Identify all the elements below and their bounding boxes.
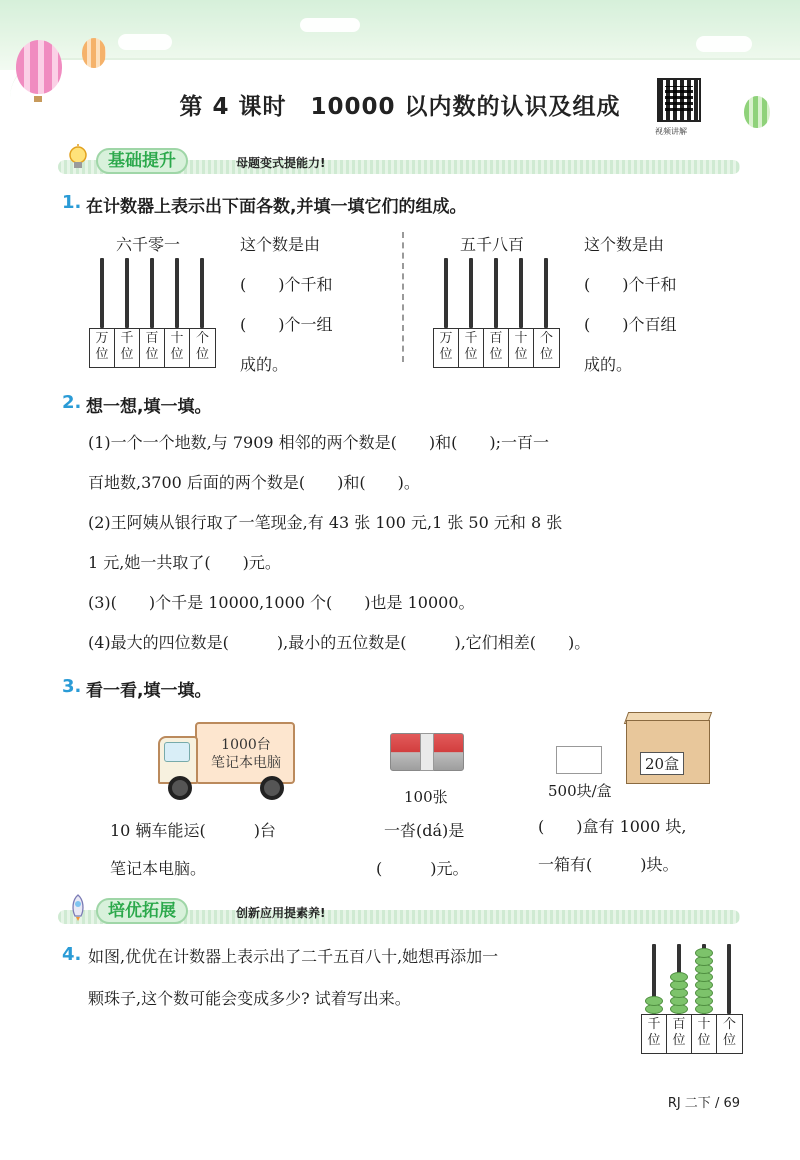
composition-text: 成的。	[240, 355, 289, 374]
big-box-label: 20盒	[640, 752, 684, 775]
section-badge-advanced: 培优拓展	[96, 898, 188, 924]
page-footer: RJ 二下 / 69	[667, 1096, 740, 1111]
composition-blank[interactable]: ( )个一组	[240, 315, 333, 334]
balloon-icon	[82, 38, 106, 68]
abacus-rod-ones[interactable]	[727, 944, 731, 1014]
truck-question[interactable]: 10 辆车能运( )台	[110, 821, 276, 840]
cloud-decoration	[118, 34, 172, 50]
section-badge-basic: 基础提升	[96, 148, 188, 174]
place-qian: 千位	[459, 329, 484, 367]
question-number: 4.	[62, 944, 82, 965]
question-number: 1.	[62, 192, 82, 213]
truck-window	[164, 742, 190, 762]
place-qian: 千位	[642, 1015, 667, 1053]
abacus-rod[interactable]	[125, 258, 129, 328]
place-ge: 个位	[195, 331, 209, 362]
place-bai: 百位	[667, 1015, 692, 1053]
small-box-label: 500块/盒	[548, 782, 612, 800]
place-wan: 万位	[90, 329, 115, 367]
number-label: 六千零一	[116, 235, 181, 254]
fill-blank-line[interactable]: 百地数,3700 后面的两个数是( )和( )。	[88, 473, 420, 492]
balloon-icon	[16, 40, 62, 94]
abacus-base	[89, 328, 216, 368]
truck-question: 笔记本电脑。	[110, 859, 207, 878]
composition-text: 成的。	[584, 355, 633, 374]
place-shi: 十位	[509, 329, 534, 367]
abacus-rod[interactable]	[150, 258, 154, 328]
question-number: 3.	[62, 676, 82, 697]
abacus-rod[interactable]	[100, 258, 104, 328]
balloon-basket-icon	[34, 96, 42, 102]
truck-wheel-icon	[260, 776, 284, 800]
question-text: 看一看,填一填。	[86, 681, 212, 701]
abacus-base	[641, 1014, 743, 1054]
lightbulb-icon	[66, 144, 90, 172]
dashed-divider	[402, 232, 404, 362]
abacus-bead	[695, 948, 713, 958]
section-subtitle-basic: 母题变式提能力!	[236, 156, 326, 170]
composition-text: 这个数是由	[584, 235, 665, 254]
truck-label: 笔记本电脑	[211, 755, 281, 771]
composition-blank[interactable]: ( )个百组	[584, 315, 677, 334]
place-bai: 百位	[140, 329, 165, 367]
money-band	[420, 733, 434, 771]
abacus-rod[interactable]	[444, 258, 448, 328]
question-text: 如图,优优在计数器上表示出了二千五百八十,她想再添加一	[88, 947, 499, 966]
composition-text: 这个数是由	[240, 235, 321, 254]
balloon-icon	[744, 96, 770, 128]
abacus-base	[433, 328, 560, 368]
place-bai: 百位	[484, 329, 509, 367]
box-question[interactable]: ( )盒有 1000 块,	[538, 817, 687, 836]
place-qian: 千位	[115, 329, 140, 367]
fill-blank-line[interactable]: 1 元,她一共取了( )元。	[88, 553, 281, 572]
fill-blank-line[interactable]: (1)一个一个地数,与 7909 相邻的两个数是( )和( );一百一	[88, 433, 550, 452]
abacus-rod[interactable]	[175, 258, 179, 328]
cloud-decoration	[300, 18, 360, 32]
question-text: 想一想,填一填。	[86, 397, 212, 417]
section-subtitle-advanced: 创新应用提素养!	[236, 906, 326, 920]
abacus-rod[interactable]	[494, 258, 498, 328]
qr-label: 视频讲解	[655, 127, 687, 136]
qr-code-icon[interactable]	[657, 78, 701, 122]
rocket-icon	[66, 894, 90, 922]
page-title: 第 4 课时 10000 以内数的认识及组成	[179, 94, 621, 120]
abacus-rod[interactable]	[544, 258, 548, 328]
cloud-decoration	[696, 36, 752, 52]
place-ge: 个位	[722, 1017, 736, 1048]
truck-wheel-icon	[168, 776, 192, 800]
place-wan: 万位	[434, 329, 459, 367]
question-number: 2.	[62, 392, 82, 413]
abacus-bead	[645, 996, 663, 1006]
question-text: 颗珠子,这个数可能会变成多少? 试着写出来。	[88, 989, 411, 1008]
number-label: 五千八百	[460, 235, 525, 254]
money-question[interactable]: ( )元。	[376, 859, 469, 878]
abacus-rod[interactable]	[200, 258, 204, 328]
place-shi: 十位	[692, 1015, 717, 1053]
abacus-rod[interactable]	[519, 258, 523, 328]
composition-blank[interactable]: ( )个千和	[240, 275, 333, 294]
fill-blank-line[interactable]: (4)最大的四位数是( ),最小的五位数是( ),它们相差( )。	[88, 633, 591, 652]
truck-label: 1000台	[221, 737, 271, 753]
box-question[interactable]: 一箱有( )块。	[538, 855, 679, 874]
question-text: 在计数器上表示出下面各数,并填一填它们的组成。	[86, 197, 467, 217]
abacus-rod[interactable]	[469, 258, 473, 328]
fill-blank-line[interactable]: (3)( )个千是 10000,1000 个( )也是 10000。	[88, 593, 475, 612]
small-box-icon	[556, 746, 602, 774]
abacus-bead	[670, 972, 688, 982]
fill-blank-line: (2)王阿姨从银行取了一笔现金,有 43 张 100 元,1 张 50 元和 8 张	[88, 513, 563, 532]
place-ge: 个位	[539, 331, 553, 362]
money-question: 一沓(dá)是	[384, 821, 465, 840]
place-shi: 十位	[165, 329, 190, 367]
money-label: 100张	[404, 788, 448, 806]
composition-blank[interactable]: ( )个千和	[584, 275, 677, 294]
